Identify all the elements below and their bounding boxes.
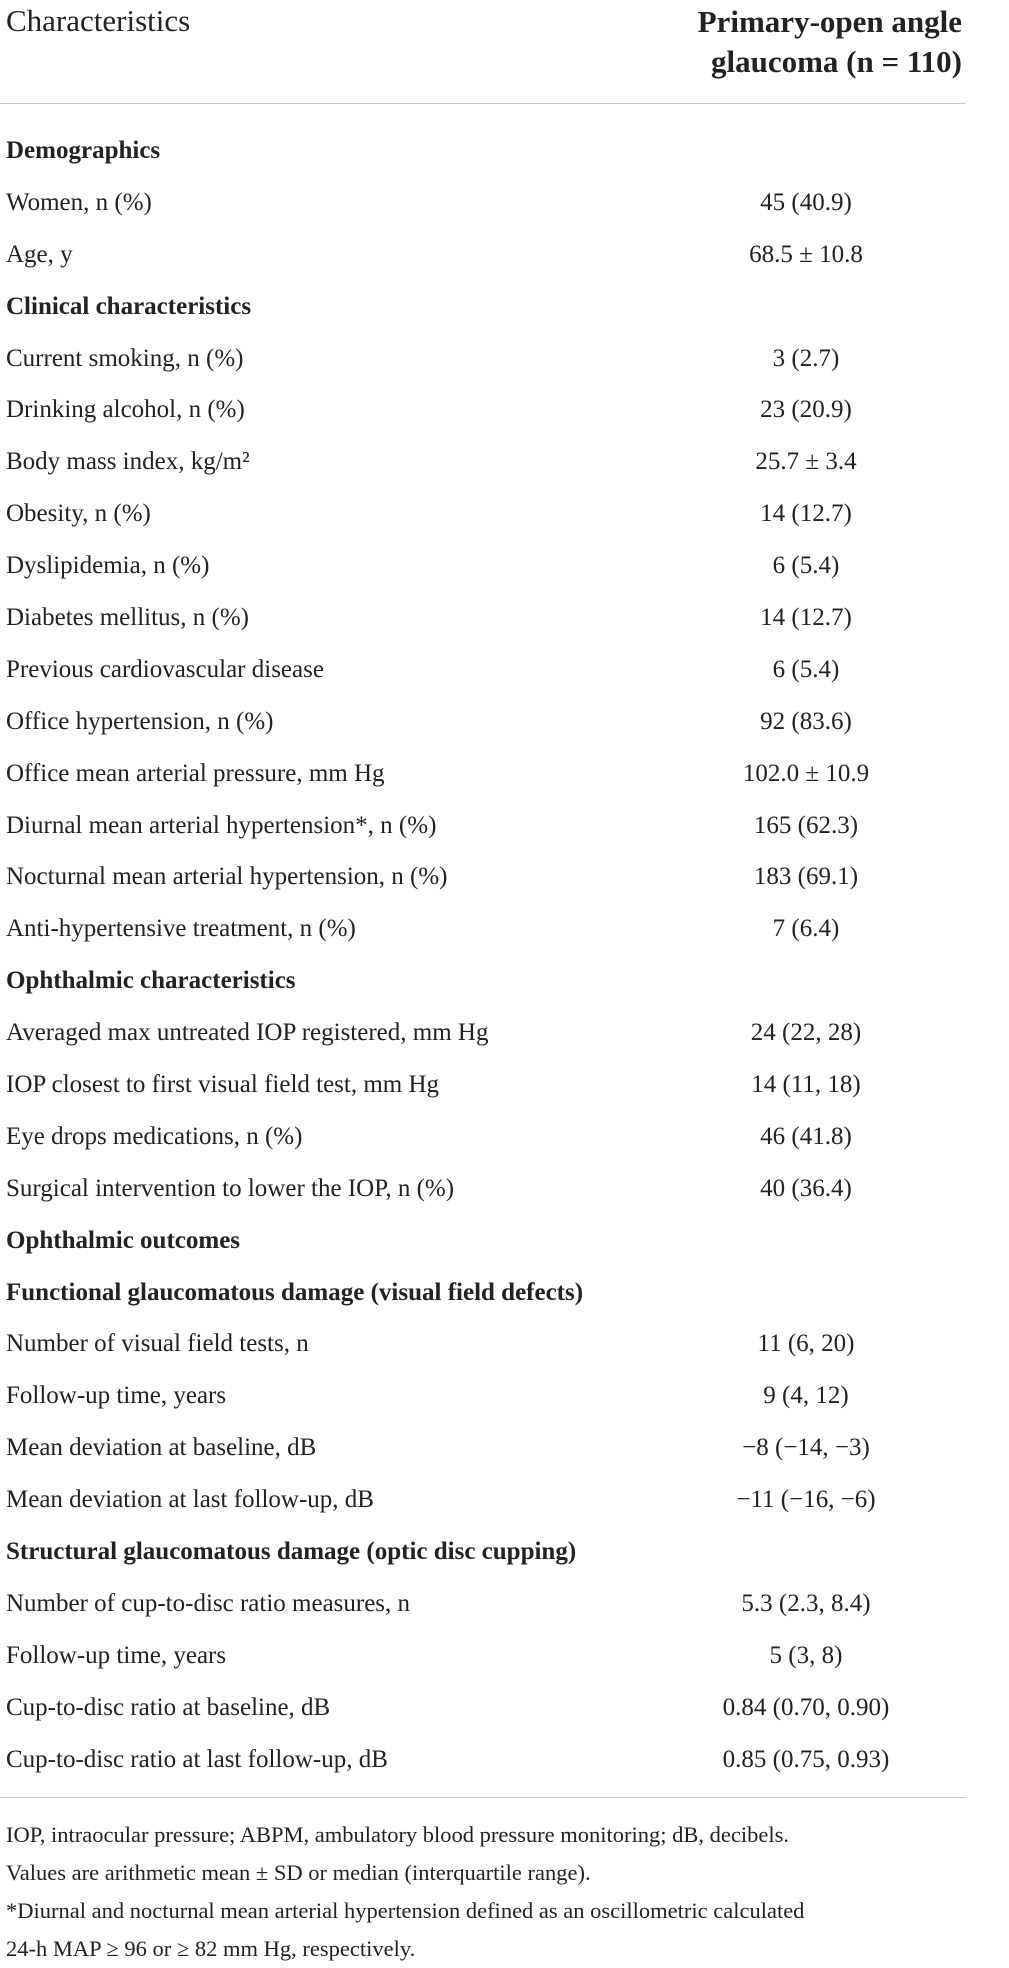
- row-label: Averaged max untreated IOP registered, mm Hg: [6, 1019, 489, 1047]
- row-label: Nocturnal mean arterial hypertension, n (%): [6, 863, 448, 891]
- row-label: Drinking alcohol, n (%): [6, 396, 245, 424]
- table-row: [0, 1370, 966, 1422]
- table-row: [0, 748, 966, 800]
- table-footnotes: [0, 1798, 966, 1968]
- row-label: Cup-to-disc ratio at last follow-up, dB: [6, 1745, 388, 1773]
- section-heading-row: [0, 1267, 966, 1319]
- column-header-characteristics: Characteristics: [6, 3, 191, 38]
- table-row: [0, 1422, 966, 1474]
- row-value: 24 (22, 28): [750, 1019, 862, 1047]
- row-value: 7 (6.4): [772, 915, 840, 943]
- row-value: 25.7 ± 3.4: [755, 448, 857, 476]
- table-row: [0, 436, 966, 488]
- section-heading-row: [0, 955, 966, 1007]
- table-row: [0, 1318, 966, 1370]
- section-heading-row: [0, 1526, 966, 1578]
- row-label: IOP closest to first visual field test, mm Hg: [6, 1070, 440, 1098]
- section-heading: Ophthalmic characteristics: [6, 967, 296, 995]
- table-row: [0, 488, 966, 540]
- row-label: Office mean arterial pressure, mm Hg: [6, 759, 385, 787]
- row-label: Surgical intervention to lower the IOP, n (%): [6, 1174, 455, 1202]
- section-heading-row: [0, 125, 966, 177]
- section-heading-row: [0, 281, 966, 333]
- table-row: [0, 644, 966, 696]
- row-label: Body mass index, kg/m²: [6, 448, 250, 476]
- row-label: Obesity, n (%): [6, 500, 151, 528]
- row-value: 6 (5.4): [772, 655, 840, 683]
- row-value: 68.5 ± 10.8: [749, 240, 863, 268]
- section-heading: Functional glaucomatous damage (visual field defects): [6, 1278, 584, 1306]
- row-value: 6 (5.4): [772, 552, 840, 580]
- row-label: Dyslipidemia, n (%): [6, 552, 210, 580]
- table-row: [0, 384, 966, 436]
- footnote-line: Values are arithmetic mean ± SD or median (interquartile range).: [6, 1859, 591, 1885]
- row-label: Anti-hypertensive treatment, n (%): [6, 915, 356, 943]
- table-row: [0, 903, 966, 955]
- row-value: 0.85 (0.75, 0.93): [722, 1745, 890, 1773]
- row-label: Eye drops medications, n (%): [6, 1122, 303, 1150]
- row-value: 0.84 (0.70, 0.90): [722, 1693, 890, 1721]
- row-value: 14 (11, 18): [751, 1070, 861, 1098]
- table-row: [0, 696, 966, 748]
- table-row: [0, 1059, 966, 1111]
- row-label: Diurnal mean arterial hypertension*, n (%): [6, 811, 437, 839]
- table-row: [0, 1007, 966, 1059]
- row-label: Office hypertension, n (%): [6, 707, 274, 735]
- row-label: Cup-to-disc ratio at baseline, dB: [6, 1693, 331, 1721]
- row-value: −11 (−16, −6): [736, 1486, 876, 1514]
- table-row: [0, 1474, 966, 1526]
- row-value: 14 (12.7): [760, 603, 852, 631]
- section-heading-row: [0, 1215, 966, 1267]
- footnote-line: IOP, intraocular pressure; ABPM, ambulatory blood pressure monitoring; dB, decibels.: [6, 1821, 790, 1847]
- table-body: [0, 104, 966, 1786]
- row-label: Current smoking, n (%): [6, 344, 244, 372]
- row-label: Follow-up time, years: [6, 1641, 227, 1669]
- row-label: Women, n (%): [6, 188, 152, 216]
- table-row: [0, 540, 966, 592]
- row-value: 46 (41.8): [760, 1122, 852, 1150]
- table-row: [0, 592, 966, 644]
- row-value: 45 (40.9): [760, 188, 852, 216]
- table-row: [0, 1734, 966, 1786]
- table-row: [0, 1630, 966, 1682]
- table-row: [0, 1111, 966, 1163]
- table-row: [0, 333, 966, 385]
- table-row: [0, 229, 966, 281]
- row-label: Previous cardiovascular disease: [6, 655, 324, 683]
- footnote-line: *Diurnal and nocturnal mean arterial hypertension defined as an oscillometric calculated: [6, 1897, 805, 1923]
- row-value: 23 (20.9): [760, 396, 852, 424]
- row-value: 14 (12.7): [760, 500, 852, 528]
- row-label: Mean deviation at baseline, dB: [6, 1434, 317, 1462]
- row-value: −8 (−14, −3): [742, 1434, 870, 1462]
- table-header: [0, 0, 966, 104]
- row-value: 3 (2.7): [772, 344, 840, 372]
- section-heading: Structural glaucomatous damage (optic disc cupping): [6, 1537, 577, 1565]
- row-label: Age, y: [6, 240, 73, 268]
- column-header-poag: Primary-open angle glaucoma (n = 110): [697, 4, 962, 79]
- row-label: Mean deviation at last follow-up, dB: [6, 1486, 374, 1514]
- table-row: [0, 177, 966, 229]
- section-heading: Ophthalmic outcomes: [6, 1226, 241, 1254]
- row-label: Number of cup-to-disc ratio measures, n: [6, 1589, 411, 1617]
- row-label: Diabetes mellitus, n (%): [6, 603, 249, 631]
- row-value: 9 (4, 12): [763, 1382, 849, 1410]
- footnote-line: 24-h MAP ≥ 96 or ≥ 82 mm Hg, respectively.: [6, 1935, 416, 1961]
- row-value: 40 (36.4): [760, 1174, 852, 1202]
- row-label: Follow-up time, years: [6, 1382, 227, 1410]
- table-row: [0, 1163, 966, 1215]
- table-row: [0, 800, 966, 852]
- row-value: 5.3 (2.3, 8.4): [741, 1589, 871, 1617]
- row-value: 165 (62.3): [753, 811, 859, 839]
- table-row: [0, 1682, 966, 1734]
- row-value: 102.0 ± 10.9: [742, 759, 870, 787]
- row-label: Number of visual field tests, n: [6, 1330, 309, 1358]
- row-value: 92 (83.6): [760, 707, 852, 735]
- row-value: 183 (69.1): [753, 863, 859, 891]
- row-value: 5 (3, 8): [769, 1641, 843, 1669]
- section-heading: Demographics: [6, 136, 161, 164]
- row-value: 11 (6, 20): [757, 1330, 855, 1358]
- table-row: [0, 851, 966, 903]
- table-row: [0, 1578, 966, 1630]
- section-heading: Clinical characteristics: [6, 292, 252, 320]
